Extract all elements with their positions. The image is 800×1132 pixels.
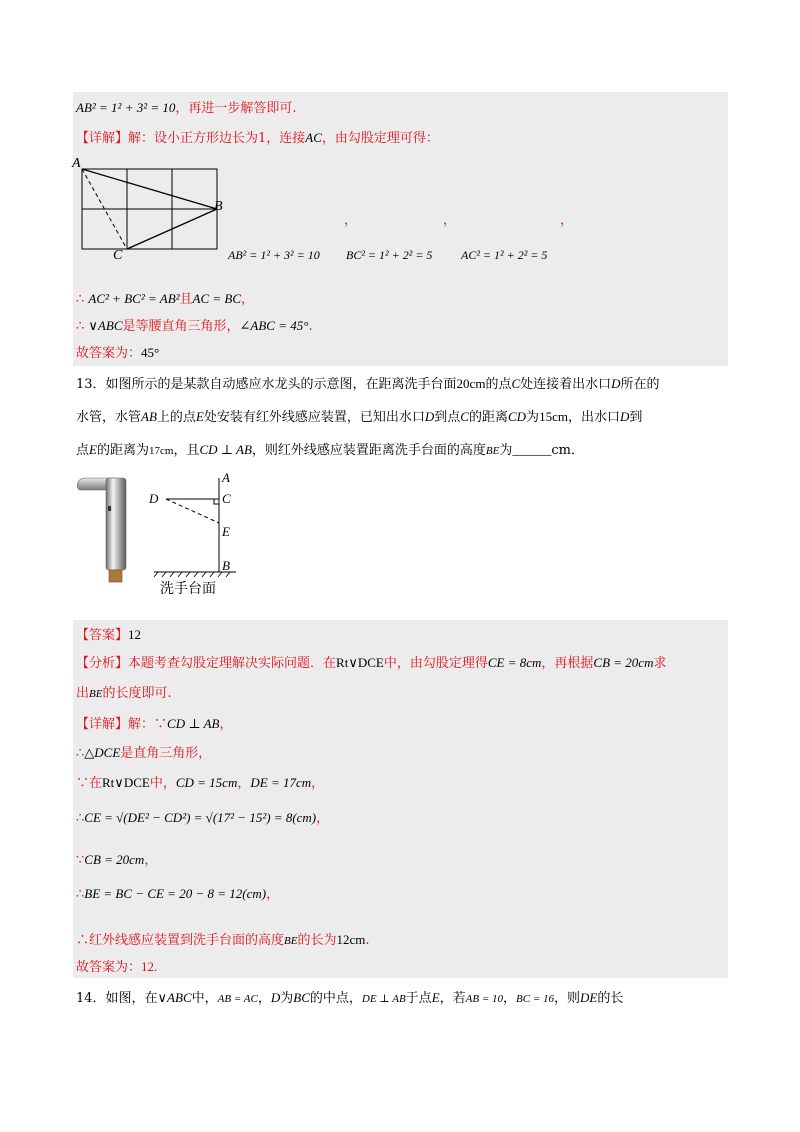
sol13-step1: ∴△DCE是直角三角形， — [76, 745, 212, 761]
sol13-step2: ∵在Rt∨DCE中，CD = 15cm，DE = 17cm， — [76, 775, 325, 791]
fig2-caption: 洗手台面 — [160, 581, 216, 597]
eq-ac: AC² = 1² + 2² = 5 — [461, 248, 548, 262]
grid-triangle-figure — [70, 152, 230, 262]
fig2-label-c: C — [222, 491, 231, 506]
sol13-step5: ∴BE = BC − CE = 20 − 8 = 12(cm)， — [76, 886, 280, 902]
fig1-label-c: C — [113, 248, 123, 262]
sol13-final: 故答案为：12. — [76, 959, 158, 975]
p1-therefore1: ∴ AC² + BC² = AB²且AC = BC， — [76, 291, 255, 307]
sol13-analysis-2: 出BE的长度即可. — [76, 686, 172, 701]
sol13-step6: ∴红外线感应装置到洗手台面的高度BE的长为12cm. — [76, 932, 370, 948]
comma-2: ， — [443, 213, 457, 228]
sol13-detail: 【详解】解：∵CD ⊥ AB， — [76, 716, 233, 732]
sol13-step4: ∵CB = 20cm， — [76, 852, 158, 868]
comma-3: ， — [560, 213, 574, 228]
eq-ab: AB² = 1² + 3² = 10 — [228, 248, 320, 262]
fig1-label-a: A — [72, 156, 81, 171]
p1-answer: 故答案为：45° — [76, 345, 160, 361]
faucet-geometry-diagram — [142, 466, 252, 598]
eq-bc: BC² = 1² + 2² = 5 — [346, 248, 433, 262]
comma-1: ， — [344, 213, 358, 228]
p1-line1: AB² = 1² + 3² = 10，再进一步解答即可. — [76, 100, 297, 116]
q13-line1: 13．如图所示的是某款自动感应水龙头的示意图，在距离洗手台面20cm的点C处连接着出水口D所在的 — [76, 376, 660, 392]
q13-line2: 水管，水管AB上的点E处安装有红外线感应装置，已知出水口D到点C的距离CD为15cm，出水口D到 — [76, 409, 643, 425]
fig2-label-a: A — [222, 470, 230, 485]
faucet-photo — [72, 474, 134, 586]
sol13-answer: 【答案】12 — [76, 627, 142, 643]
fig1-label-b: B — [214, 199, 223, 214]
fig2-label-d: D — [149, 491, 159, 506]
q14-line1: 14．如图，在∨ABC中，AB = AC，D为BC的中点，DE ⊥ AB于点E，若AB = 10，BC = 16，则DE的长 — [76, 990, 624, 1006]
fig2-label-b: B — [222, 558, 230, 573]
p1-detail: 【详解】解：设小正方形边长为1，连接AC，由勾股定理可得： — [76, 130, 439, 146]
p1-therefore2: ∴ ∨ABC是等腰直角三角形，∠ABC = 45°. — [76, 318, 313, 334]
sol13-step3: ∴CE = √(DE² − CD²) = √(17² − 15²) = 8(cm)， — [76, 810, 330, 826]
sol13-analysis: 【分析】本题考查勾股定理解决实际问题．在Rt∨DCE中，由勾股定理得CE = 8cm，再根据CB = 20cm求 — [76, 655, 667, 671]
fig2-label-e: E — [222, 524, 230, 539]
q13-line3: 点E的距离为17cm，且CD ⊥ AB，则红外线感应装置距离洗手台面的高度BE为______cm． — [76, 442, 584, 458]
